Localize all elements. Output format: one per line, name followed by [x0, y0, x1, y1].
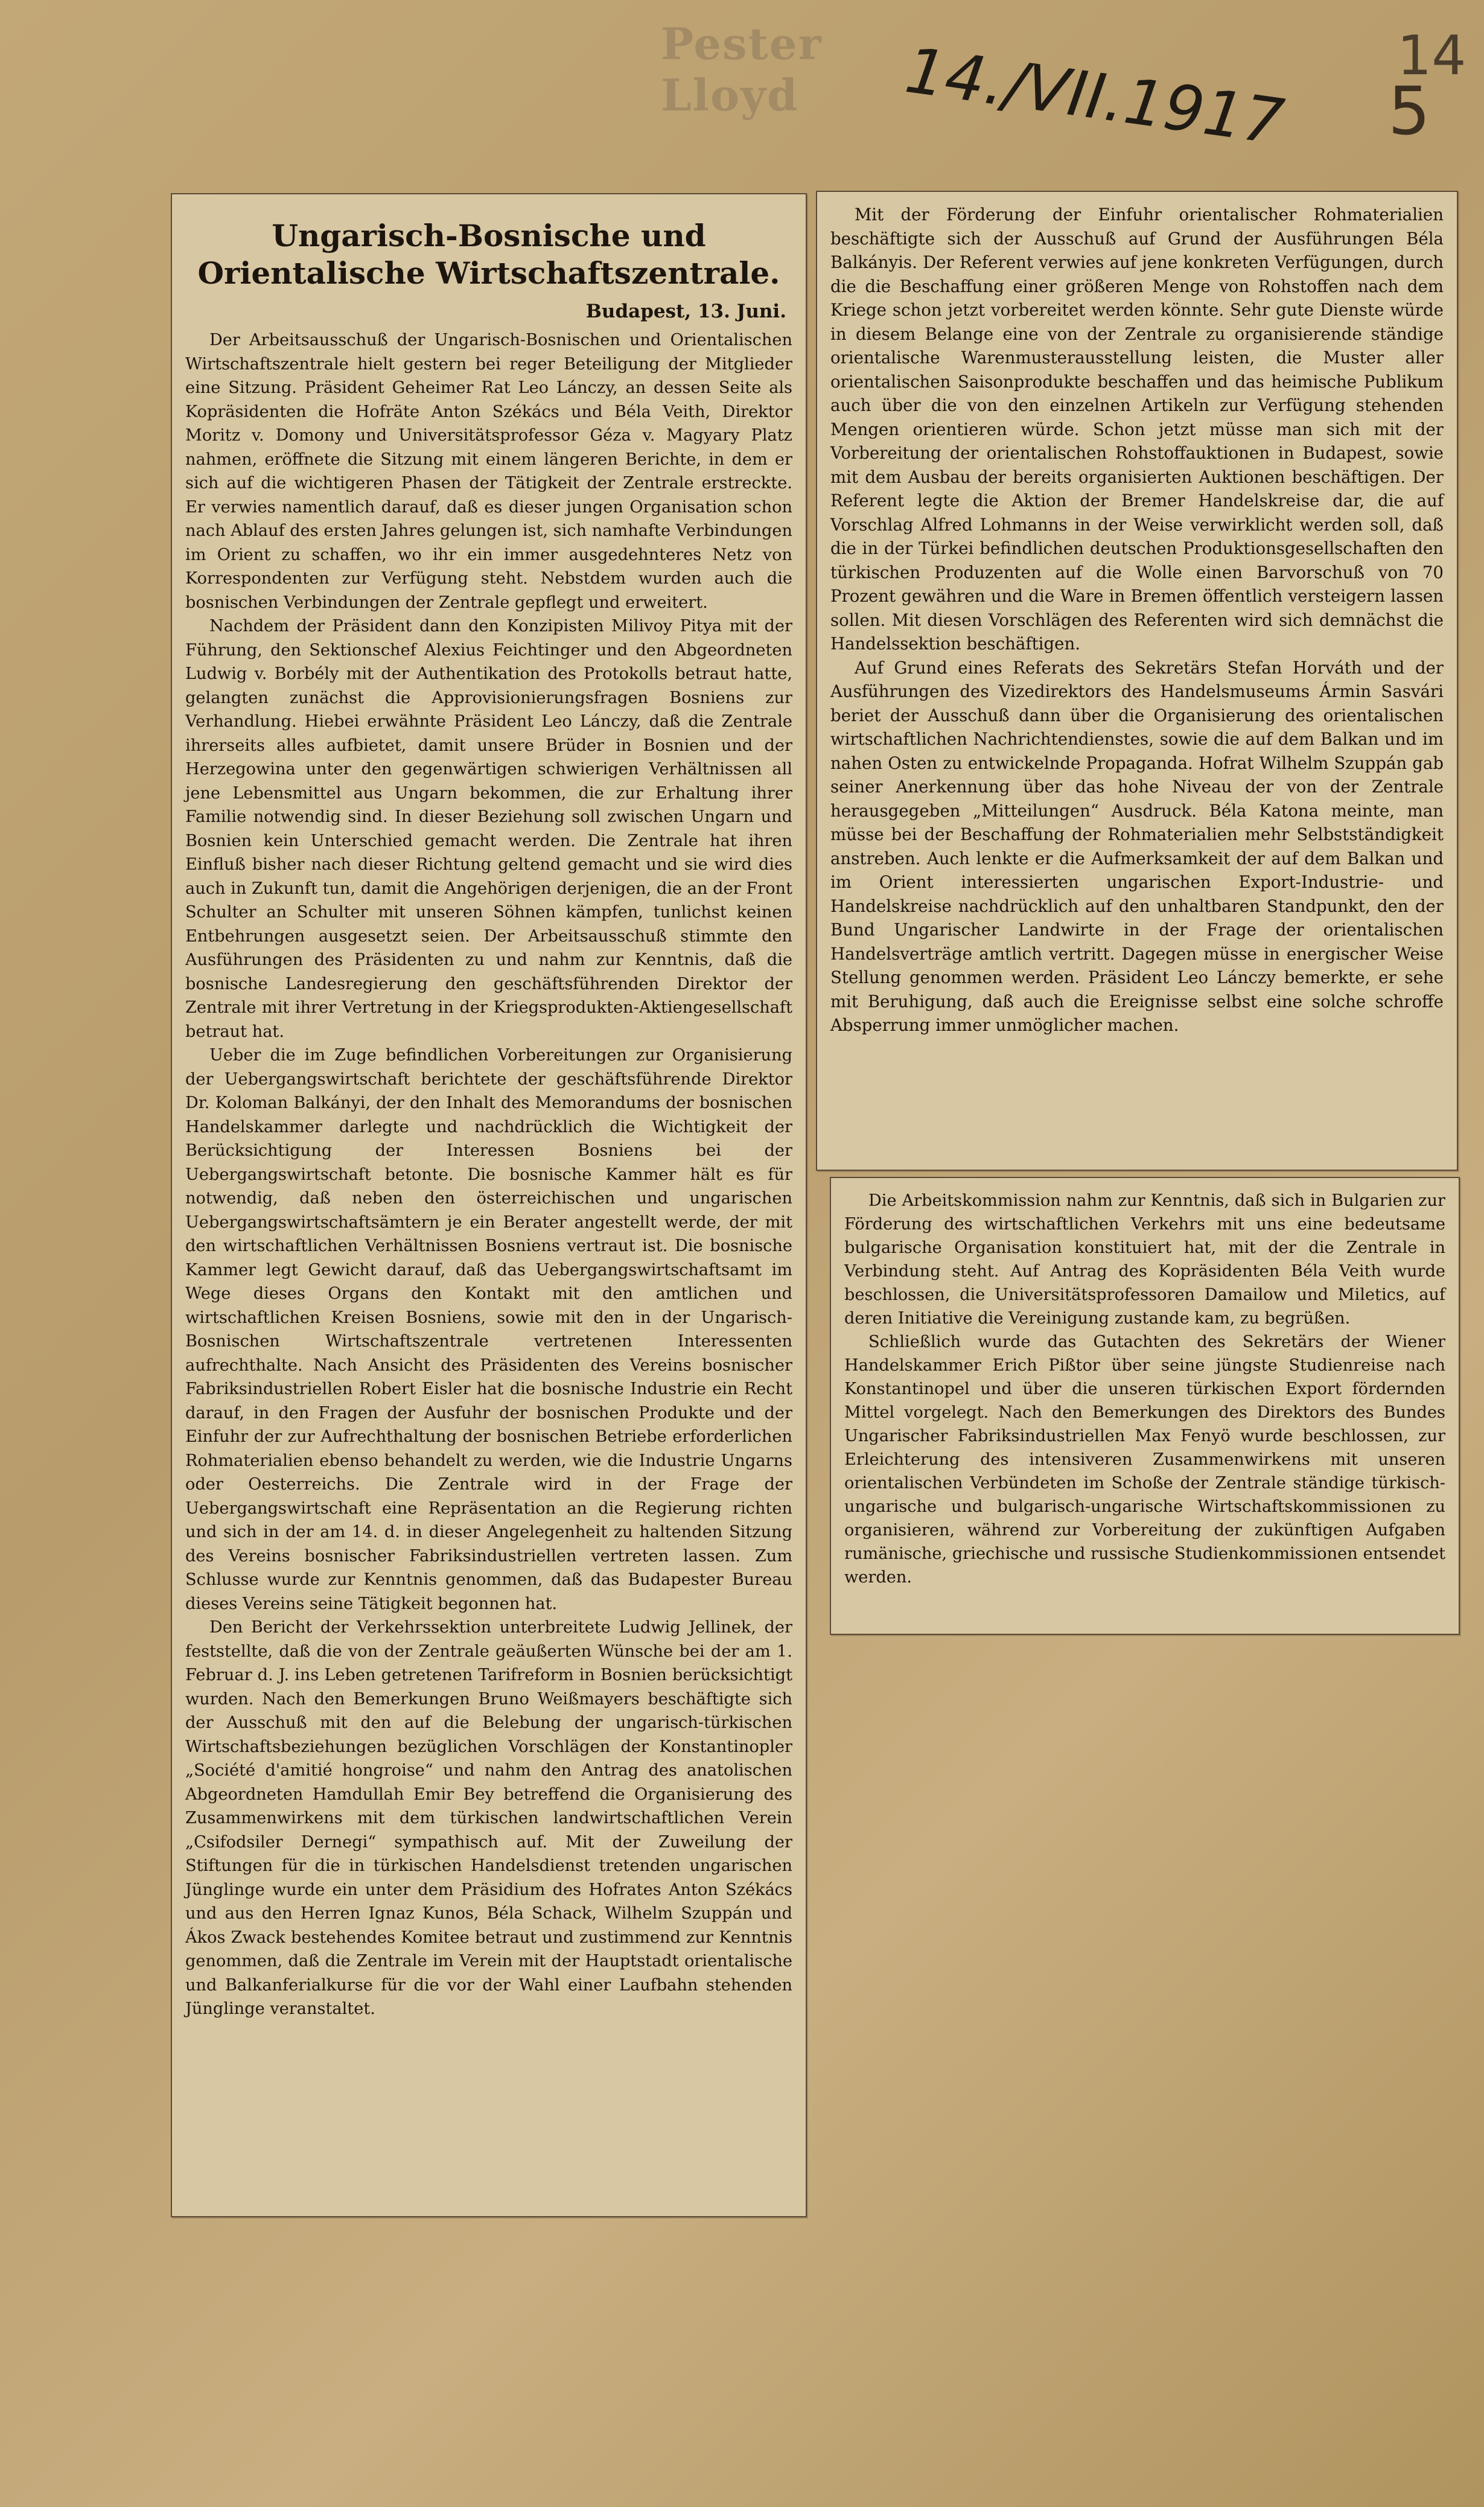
newspaper-stamp: Pester Lloyd: [661, 18, 823, 121]
paragraph: Auf Grund eines Referats des Sekretärs Stefan Horváth und der Ausführungen des Vizedirektors des Handelsmuseums Ármin Sasvári beriet der Ausschuß dann über die Organisierung des orientalischen wirtschaftlichen Nachrichtendienstes, sowie die auf dem Balkan und im nahen Osten zu entwickelnde Propaganda. Hofrat Wilhelm Szuppán gab seiner Anerkennung über das hohe Niveau der von der Zentrale herausgegeben „Mitteilungen“ Ausdruck. Béla Katona meinte, man müsse bei der Beschaffung der Rohmaterialien mehr Selbstständigkeit anstreben. Auch lenkte er die Aufmerksamkeit der auf dem Balkan und im Orient interessierten ungarischen Export-Industrie- und Handelskreise nachdrücklich auf den unhaltbaren Standpunkt, den der Bund Ungarischer Landwirte in der Frage der orientalischen Handelsverträge amtlich vertritt. Dagegen müsse in energischer Weise Stellung genommen werden. Präsident Leo Lánczy bemerkte, er sehe mit Beruhigung, daß auch die Ereignisse selbst eine solche schroffe Absperrung immer unmöglicher machen.: [830, 657, 1444, 1035]
page-number-bottom: 5: [1388, 72, 1430, 150]
paragraph: Mit der Förderung der Einfuhr orientalischer Rohmaterialien beschäftigte sich der Ausschuß auf Grund der Ausführungen Béla Balkányis. Der Referent verwies auf jene konkreten Verfügungen, durch die die Beschaffung einer größeren Menge von Rohstoffen nach dem Kriege schon jetzt vorbereitet werden könnte. Sehr gute Dienste würde in diesem Belange eine von der Zentrale zu organisierende ständige orientalische Warenmusterausstellung leisten, die Muster aller orientalischen Saisonprodukte beschaffen und das heimische Publikum auch über die von den einzelnen Artikeln zur Verfügung stehenden Mengen orientieren würde. Schon jetzt müsse man sich mit der Vorbereitung der orientalischen Rohstoffauktionen in Budapest, sowie mit dem Ausbau der bereits organisierten Auktionen beschäftigen. Der Referent legte die Aktion der Bremer Handelskreise dar, die auf Vorschlag Alfred Lohmanns in der Weise verwirklicht werden soll, daß die in der Türkei befindlichen deutschen Produktionsgesellschaften den türkischen Produzenten auf die Wolle einen Barvorschuß von 70 Prozent gewähren und die Ware in Bremen öffentlich versteigern lassen sollen. Mit diesen Vorschlägen des Referenten wird sich demnächst die Handelssektion beschäftigen.: [830, 205, 1444, 654]
handwritten-date: 14./VII.1917: [901, 33, 1288, 159]
clipping-column-left: [171, 193, 807, 2217]
page-number-top: 14: [1397, 24, 1466, 88]
paragraph: Nachdem der Präsident dann den Konzipisten Milivoy Pitya mit der Führung, den Sektionschef Alexius Feichtinger und den Abgeordneten Ludwig v. Borbély mit der Authentikation des Protokolls betraut hatte, gelangten zunächst die Approvisionierungsfragen Bosniens zur Verhandlung. Hiebei erwähnte Präsident Leo Lánczy, daß die Zentrale ihrerseits alles aufbietet, damit unsere Brüder in Bosnien und der Herzegowina unter den gegenwärtigen schwierigen Verhältnissen all jene Lebensmittel aus Ungarn bekommen, die zur Erhaltung ihrer Familie notwendig sind. In dieser Beziehung soll zwischen Ungarn und Bosnien kein Unterschied gemacht werden. Die Zentrale hat ihren Einfluß bisher nach dieser Richtung geltend gemacht und sie wird dies auch in Zukunft tun, damit die Angehörigen derjenigen, die an der Front Schulter an Schulter mit unseren Söhnen kämpfen, tunlichst keinen Entbehrungen ausgesetzt seien. Der Arbeitsausschuß stimmte den Ausführungen des Präsidenten zu und nahm zur Kenntnis, daß die bosnische Landesregierung den geschäftsführenden Direktor der Zentrale mit ihrer Vertretung in der Kriegsprodukten-Aktiengesellschaft betraut hat.: [185, 617, 792, 1041]
paragraph: Den Bericht der Verkehrssektion unterbreitete Ludwig Jellinek, der feststellte, daß die von der Zentrale geäußerten Wünsche bei der am 1. Februar d. J. ins Leben getretenen Tarifreform in Bosnien berücksichtigt wurden. Nach den Bemerkungen Bruno Weißmayers beschäftigte sich der Ausschuß mit den auf die Belebung der ungarisch-türkischen Wirtschaftsbeziehungen bezüglichen Vorschlägen der Konstantinopler „Société d'amitié hongroise“ und nahm den Antrag des anatolischen Abgeordneten Hamdullah Emir Bey betreffend die Organisierung des Zusammenwirkens mit dem türkischen landwirtschaftlichen Verein „Csifodsiler Dernegi“ sympathisch auf. Mit der Zuweilung der Stiftungen für die in türkischen Handelsdienst tretenden ungarischen Jünglinge wurde ein unter dem Präsidium des Hofrates Anton Székács und aus den Herren Ignaz Kunos, Béla Schack, Wilhelm Szuppán und Ákos Zwack bestehendes Komitee betraut und zustimmend zur Kenntnis genommen, daß die Zentrale im Verein mit der Hauptstadt orientalische und Balkanferialkurse für die vor der Wahl einer Laufbahn stehenden Jünglinge veranstaltet.: [185, 1618, 792, 2018]
clipping-column-right-bottom: [830, 1177, 1460, 1635]
article-dateline: Budapest, 13. Juni.: [585, 301, 786, 322]
article-headline: Ungarisch-Bosnische und Orientalische Wirtschaftszentrale.: [197, 218, 780, 291]
paragraph: Die Arbeitskommission nahm zur Kenntnis, daß sich in Bulgarien zur Förderung des wirtschaftlichen Verkehrs mit uns eine bedeutsame bulgarische Organisation konstituiert hat, mit der die Zentrale in Verbindung steht. Auf Antrag des Kopräsidenten Béla Veith wurde beschlossen, die Universitätsprofessoren Damailow und Miletics, auf deren Initiative die Vereinigung zustande kam, zu begrüßen.: [844, 1191, 1445, 1328]
clipping-column-right-top: [816, 191, 1458, 1171]
paragraph: Schließlich wurde das Gutachten des Sekretärs der Wiener Handelskammer Erich Pißtor über seine jüngste Studienreise nach Konstantinopel und über die unseren türkischen Export fördernden Mittel vorgelegt. Nach den Bemerkungen des Direktors des Bundes Ungarischer Fabriksindustriellen Max Fenyö wurde beschlossen, zur Erleichterung des intensiveren Zusammenwirkens mit unseren orientalischen Verbündeten im Schoße der Zentrale ständige türkisch-ungarische und bulgarisch-ungarische Wirtschaftskommissionen zu organisieren, während zur Vorbereitung der zukünftigen Aufgaben rumänische, griechische und russische Studienkommissionen entsendet werden.: [844, 1333, 1445, 1587]
paragraph: Ueber die im Zuge befindlichen Vorbereitungen zur Organisierung der Uebergangswirtschaft berichtete der geschäftsführende Direktor Dr. Koloman Balkányi, der den Inhalt des Memorandums der bosnischen Handelskammer darlegte und nachdrücklich die Wichtigkeit der Berücksichtigung der Interessen Bosniens bei der Uebergangswirtschaft betonte. Die bosnische Kammer hält es für notwendig, daß neben den österreichischen und ungarischen Uebergangswirtschaftsämtern je ein Berater angestellt werde, der mit den wirtschaftlichen Verhältnissen Bosniens vertraut ist. Die bosnische Kammer legt Gewicht darauf, daß das Uebergangswirtschaftsamt im Wege dieses Organs den Kontakt mit den amtlichen und wirtschaftlichen Kreisen Bosniens, sowie mit den in der Ungarisch-Bosnischen Wirtschaftszentrale vertretenen Interessenten aufrechthalte. Nach Ansicht des Präsidenten des Vereins bosnischer Fabriksindustriellen Robert Eisler hat die bosnische Industrie ein Recht darauf, in den Fragen der Ausfuhr der bosnischen Produkte und der Einfuhr der zur Aufrechthaltung der bosnischen Betriebe erforderlichen Rohmaterialien ebenso behandelt zu werden, wie die Industrie Ungarns oder Oesterreichs. Die Zentrale wird in der Frage der Uebergangswirtschaft eine Repräsentation an die Regierung richten und sich in der am 14. d. in dieser Angelegenheit zu haltenden Sitzung des Vereins bosnischer Fabriksindustriellen vertreten lassen. Zum Schlusse wurde zur Kenntnis genommen, daß das Budapester Bureau dieses Vereins seine Tätigkeit begonnen hat.: [185, 1046, 792, 1613]
paragraph: Der Arbeitsausschuß der Ungarisch-Bosnischen und Orientalischen Wirtschaftszentrale hielt gestern bei reger Beteiligung der Mitglieder eine Sitzung. Präsident Geheimer Rat Leo Lánczy, an dessen Seite als Kopräsidenten die Hofräte Anton Székács und Béla Veith, Direktor Moritz v. Domony und Universitätsprofessor Géza v. Magyary Platz nahmen, eröffnete die Sitzung mit einem längeren Berichte, in dem er sich auf die wichtigeren Phasen der Tätigkeit der Zentrale erstreckte. Er verwies namentlich darauf, daß es dieser jungen Organisation schon nach Ablauf des ersten Jahres gelungen ist, sich namhafte Verbindungen im Orient zu schaffen, wo ihr ein immer ausgedehnteres Netz von Korrespondenten zur Verfügung steht. Nebstdem wurden auch die bosnischen Verbindungen der Zentrale gepflegt und erweitert.: [185, 331, 792, 612]
